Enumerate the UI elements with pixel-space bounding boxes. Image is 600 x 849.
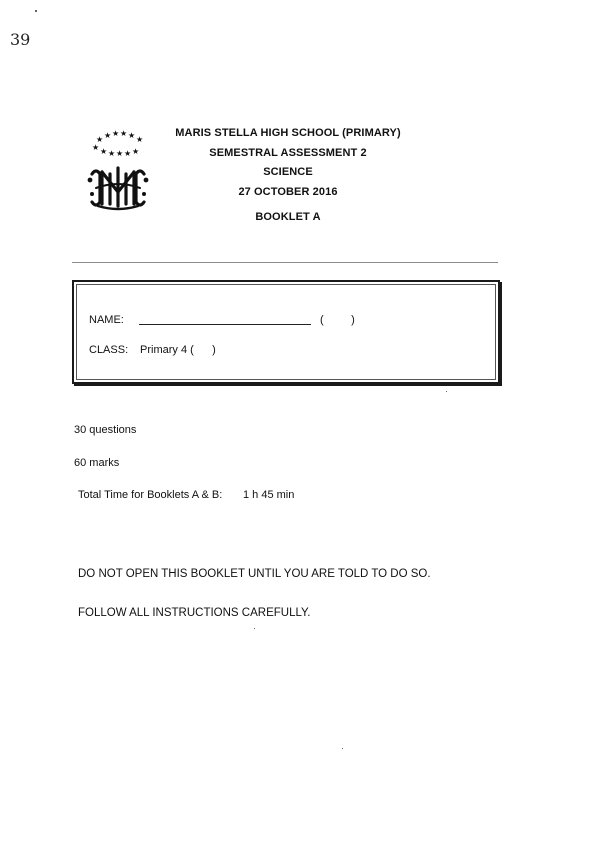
scan-speck [254, 628, 255, 629]
instruction-follow: FOLLOW ALL INSTRUCTIONS CAREFULLY. [78, 607, 311, 619]
svg-text:★: ★ [132, 147, 140, 156]
svg-text:★: ★ [96, 135, 104, 144]
svg-text:★: ★ [128, 131, 136, 140]
school-name: MARIS STELLA HIGH SCHOOL (PRIMARY) [175, 127, 401, 139]
time-label: Total Time for Booklets A & B: [78, 489, 223, 501]
svg-text:★: ★ [112, 129, 120, 138]
svg-text:★: ★ [108, 149, 116, 158]
svg-text:★: ★ [124, 149, 132, 158]
question-count: 30 questions [74, 424, 137, 436]
scan-speck [446, 391, 447, 392]
svg-text:★: ★ [92, 143, 100, 152]
name-label: NAME: [89, 314, 124, 326]
instruction-do-not-open: DO NOT OPEN THIS BOOKLET UNTIL YOU ARE TOLD TO DO SO. [78, 568, 431, 580]
svg-text:★: ★ [120, 129, 128, 138]
exam-date: 27 OCTOBER 2016 [238, 186, 338, 198]
time-value: 1 h 45 min [243, 489, 295, 501]
class-label: CLASS: [89, 344, 129, 356]
student-details-box [72, 280, 500, 384]
subject-title: SCIENCE [263, 166, 313, 178]
scan-speck [342, 748, 343, 749]
name-field[interactable] [139, 324, 311, 325]
handwritten-mark: 39 [10, 30, 31, 49]
svg-text:★: ★ [116, 149, 124, 158]
scan-speck [35, 10, 37, 12]
booklet-title: BOOKLET A [255, 211, 321, 223]
class-value: Primary 4 ( ) [140, 344, 216, 356]
svg-text:★: ★ [100, 147, 108, 156]
svg-text:★: ★ [104, 131, 112, 140]
svg-text:★: ★ [136, 135, 144, 144]
total-marks: 60 marks [74, 457, 120, 469]
index-number-field: ( ) [320, 314, 355, 326]
divider-line [72, 262, 498, 263]
assessment-title: SEMESTRAL ASSESSMENT 2 [209, 147, 367, 159]
box-inner-border [76, 284, 496, 380]
